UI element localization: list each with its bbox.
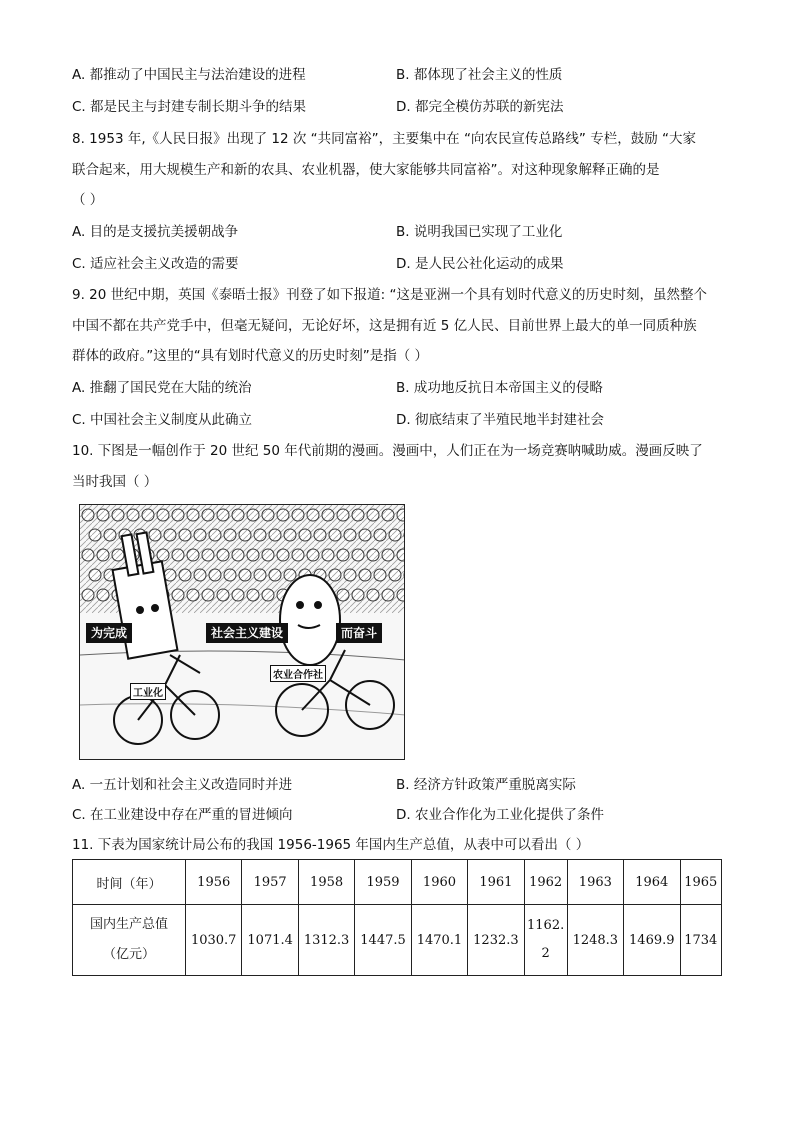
bike-label-industrialization: 工业化 [130, 683, 166, 700]
q7-option-d: D. 都完全模仿苏联的新宪法 [396, 99, 564, 115]
q10-stem-line2: 当时我国（ ） [72, 474, 158, 490]
year-cell: 1958 [298, 860, 354, 905]
q9-stem-line1: 9. 20 世纪中期，英国《泰晤士报》刊登了如下报道: “这是亚洲一个具有划时代意义的历史时刻，虽然整个 [72, 287, 707, 303]
value-cell: 1162.2 [524, 905, 567, 976]
value-cell: 1470.1 [411, 905, 467, 976]
year-cell: 1959 [355, 860, 411, 905]
banner-middle: 社会主义建设 [206, 623, 288, 643]
banner-left: 为完成 [86, 623, 132, 643]
year-cell: 1964 [624, 860, 680, 905]
q10-stem-line1: 10. 下图是一幅创作于 20 世纪 50 年代前期的漫画。漫画中，人们正在为一场竞赛呐喊助威。漫画反映了 [72, 443, 703, 459]
value-cell: 1447.5 [355, 905, 411, 976]
q10-option-d: D. 农业合作化为工业化提供了条件 [396, 807, 604, 823]
row-label-line2: （亿元） [102, 947, 155, 962]
q9-option-d: D. 彻底结束了半殖民地半封建社会 [396, 412, 604, 428]
value-cell: 1312.3 [298, 905, 354, 976]
row-label [73, 905, 186, 976]
year-cell: 1957 [242, 860, 298, 905]
q10-option-a: A. 一五计划和社会主义改造同时并进 [72, 777, 293, 793]
crowd-head [404, 529, 405, 541]
header-label: 时间（年） [73, 860, 186, 905]
q9-stem-line2: 中国不都在共产党手中，但毫无疑问，无论好坏，这是拥有近 5 亿人民、目前世界上最大的单一同质种族 [72, 318, 697, 334]
year-cell: 1962 [524, 860, 567, 905]
value-cell: 1030.7 [186, 905, 242, 976]
banner-right: 而奋斗 [336, 623, 382, 643]
q9-stem-line3: 群体的政府。”这里的“具有划时代意义的历史时刻”是指（ ） [72, 348, 429, 364]
q8-option-d: D. 是人民公社化运动的成果 [396, 256, 564, 272]
table-header-row [73, 860, 722, 905]
q7-option-a: A. 都推动了中国民主与法治建设的进程 [72, 67, 306, 83]
race-cartoon [79, 504, 405, 760]
q11-stem: 11. 下表为国家统计局公布的我国 1956-1965 年国内生产总值，从表中可以看出（ ） [72, 837, 590, 853]
q8-option-b: B. 说明我国已实现了工业化 [396, 224, 563, 240]
value-cell: 1248.3 [567, 905, 623, 976]
q8-stem-line3: （ ） [72, 192, 104, 208]
crowd-head [404, 569, 405, 581]
year-cell: 1961 [468, 860, 524, 905]
value-cell: 1071.4 [242, 905, 298, 976]
q9-option-a: A. 推翻了国民党在大陆的统治 [72, 380, 252, 396]
q7-option-c: C. 都是民主与封建专制长期斗争的结果 [72, 99, 307, 115]
q8-stem-line1: 8. 1953 年,《人民日报》出现了 12 次 “共同富裕”，主要集中在 “向农民宣传总路线” 专栏，鼓励 “大家 [72, 131, 697, 147]
year-cell: 1960 [411, 860, 467, 905]
year-cell: 1965 [680, 860, 722, 905]
table-value-row [73, 905, 722, 976]
q8-option-c: C. 适应社会主义改造的需要 [72, 256, 239, 272]
q9-option-b: B. 成功地反抗日本帝国主义的侵略 [396, 380, 603, 396]
value-cell: 1232.3 [468, 905, 524, 976]
q10-option-b: B. 经济方针政策严重脱离实际 [396, 777, 576, 793]
value-cell: 1469.9 [624, 905, 680, 976]
bike-label-cooperative: 农业合作社 [270, 665, 326, 682]
gdp-table [72, 859, 722, 976]
q9-option-c: C. 中国社会主义制度从此确立 [72, 412, 253, 428]
year-cell: 1963 [567, 860, 623, 905]
q8-stem-line2: 联合起来，用大规模生产和新的农具、农业机器，使大家能够共同富裕”。对这种现象解释正确的是 [72, 162, 660, 178]
q10-option-c: C. 在工业建设中存在严重的冒进倾向 [72, 807, 293, 823]
row-label-line1: 国内生产总值 [89, 917, 168, 932]
q8-option-a: A. 目的是支援抗美援朝战争 [72, 224, 239, 240]
value-cell: 1734 [680, 905, 722, 976]
q7-option-b: B. 都体现了社会主义的性质 [396, 67, 563, 83]
year-cell: 1956 [186, 860, 242, 905]
